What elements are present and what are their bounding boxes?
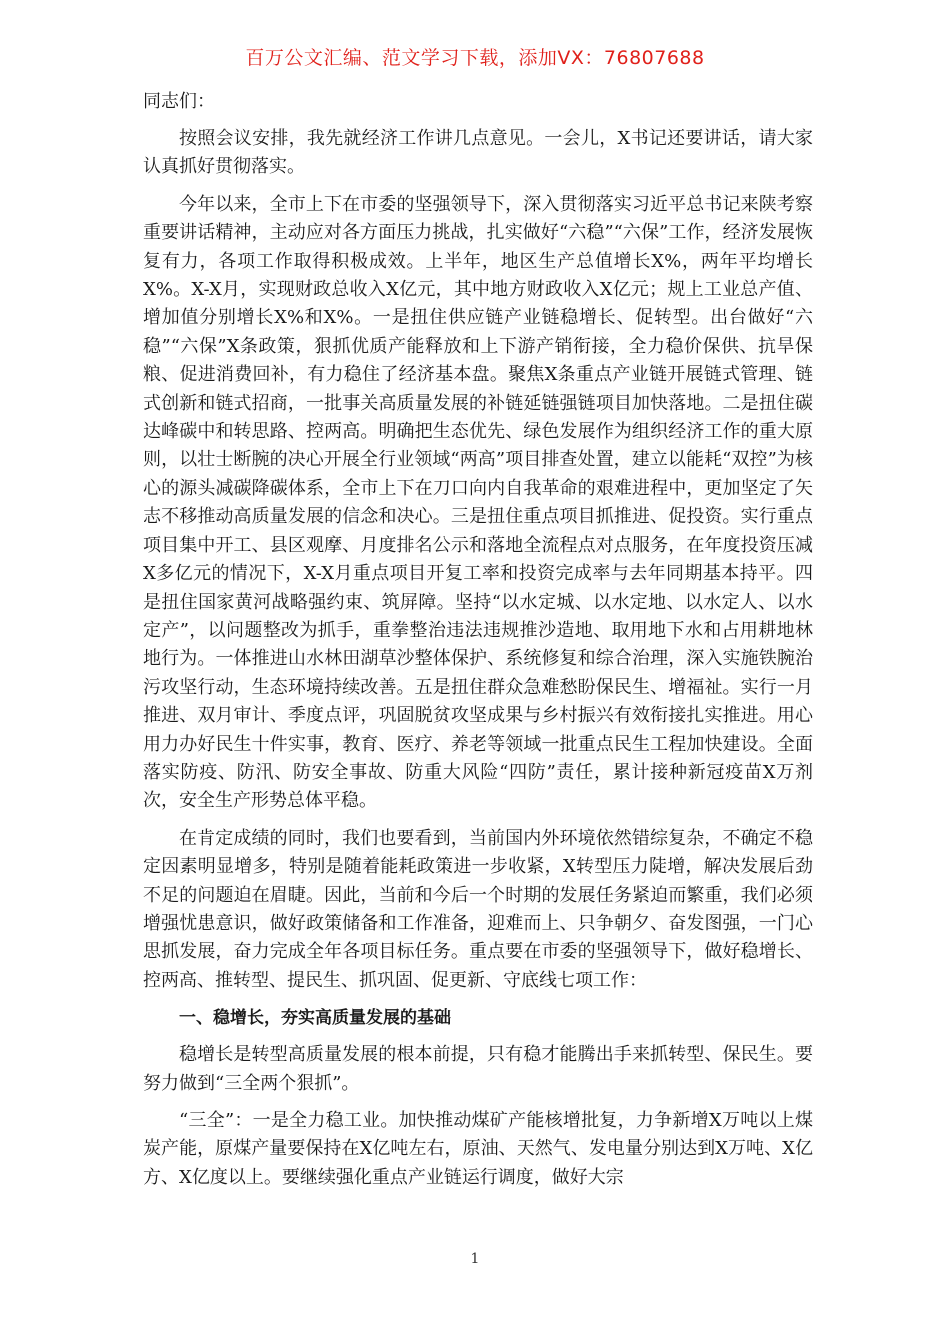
paragraph-three-full: “三全”：一是全力稳工业。加快推动煤矿产能核增批复，力争新增X万吨以上煤炭产能，原煤产量要保持在X亿吨左右，原油、天然气、发电量分别达到X万吨、X亿方、X亿度以上。要继续强化重点产业链运行调度，做好大宗 <box>143 1110 813 1188</box>
page-number: 1 <box>470 1251 480 1267</box>
document-body <box>143 88 813 1201</box>
paragraph-achievements: 今年以来，全市上下在市委的坚强领导下，深入贯彻落实习近平总书记来陕考察重要讲话精神，主动应对各方面压力挑战，扎实做好“六稳”“六保”工作，经济发展恢复有力，各项工作取得积极成效。上半年，地区生产总值增长X%，两年平均增长X%。X-X月，实现财政总收入X亿元，其中地方财政收入X亿元；规上工业总产值、增加值分别增长X%和X%。一是扭住供应链产业链稳增长、促转型。出台做好“六稳”“六保”X条政策，狠抓优质产能释放和上下游产销衔接，全力稳价保供、抗旱保粮、促进消费回补，有力稳住了经济基本盘。聚焦X条重点产业链开展链式管理、链式创新和链式招商，一批事关高质量发展的补链延链强链项目加快落地。二是扭住碳达峰碳中和转思路、控两高。明确把生态优先、绿色发展作为组织经济工作的重大原则，以壮士断腕的决心开展全行业领域“两高”项目排查处置，建立以能耗“双控”为核心的源头减碳降碳体系，全市上下在刀口向内自我革命的艰难进程中，更加坚定了矢志不移推动高质量发展的信念和决心。三是扭住重点项目抓推进、促投资。实行重点项目集中开工、县区观摩、月度排名公示和落地全流程点对点服务，在年度投资压减X多亿元的情况下，X-X月重点项目开复工率和投资完成率与去年同期基本持平。四是扭住国家黄河战略强约束、筑屏障。坚持“以水定城、以水定地、以水定人、以水定产”，以问题整改为抓手，重拳整治违法违规推沙造地、取用地下水和占用耕地林地行为。一体推进山水林田湖草沙整体保护、系统修复和综合治理，深入实施铁腕治污攻坚行动，生态环境持续改善。五是扭住群众急难愁盼保民生、增福祉。实行一月推进、双月审计、季度点评，巩固脱贫攻坚成果与乡村振兴有效衔接扎实推进。用心用力办好民生十件实事，教育、医疗、养老等领域一批重点民生工程加快建设。全面落实防疫、防汛、防安全事故、防重大风险“四防”责任，累计接种新冠疫苗X万剂次，安全生产形势总体平稳。 <box>143 193 813 812</box>
paragraph-challenges: 在肯定成绩的同时，我们也要看到，当前国内外环境依然错综复杂，不确定不稳定因素明显增多，特别是随着能耗政策进一步收紧，X转型压力陡增，解决发展后劲不足的问题迫在眉睫。因此，当前和今后一个时期的发展任务紧迫而繁重，我们必须增强忧患意识，做好政策储备和工作准备，迎难而上、只争朝夕、奋发图强，一门心思抓发展，奋力完成全年各项目标任务。重点要在市委的坚强领导下，做好稳增长、控两高、推转型、提民生、抓巩固、促更新、守底线七项工作： <box>143 827 813 991</box>
paragraph-intro: 按照会议安排，我先就经济工作讲几点意见。一会儿，X书记还要讲话，请大家认真抓好贯彻落实。 <box>143 128 813 178</box>
watermark-banner: 百万公文汇编、范文学习下载，添加VX：76807688 <box>245 47 705 69</box>
section-heading: 一、稳增长，夯实高质量发展的基础 <box>179 1008 451 1029</box>
salutation: 同志们： <box>143 91 215 112</box>
paragraph-section-intro: 稳增长是转型高质量发展的根本前提，只有稳才能腾出手来抓转型、保民生。要努力做到“三全两个狠抓”。 <box>143 1044 813 1094</box>
